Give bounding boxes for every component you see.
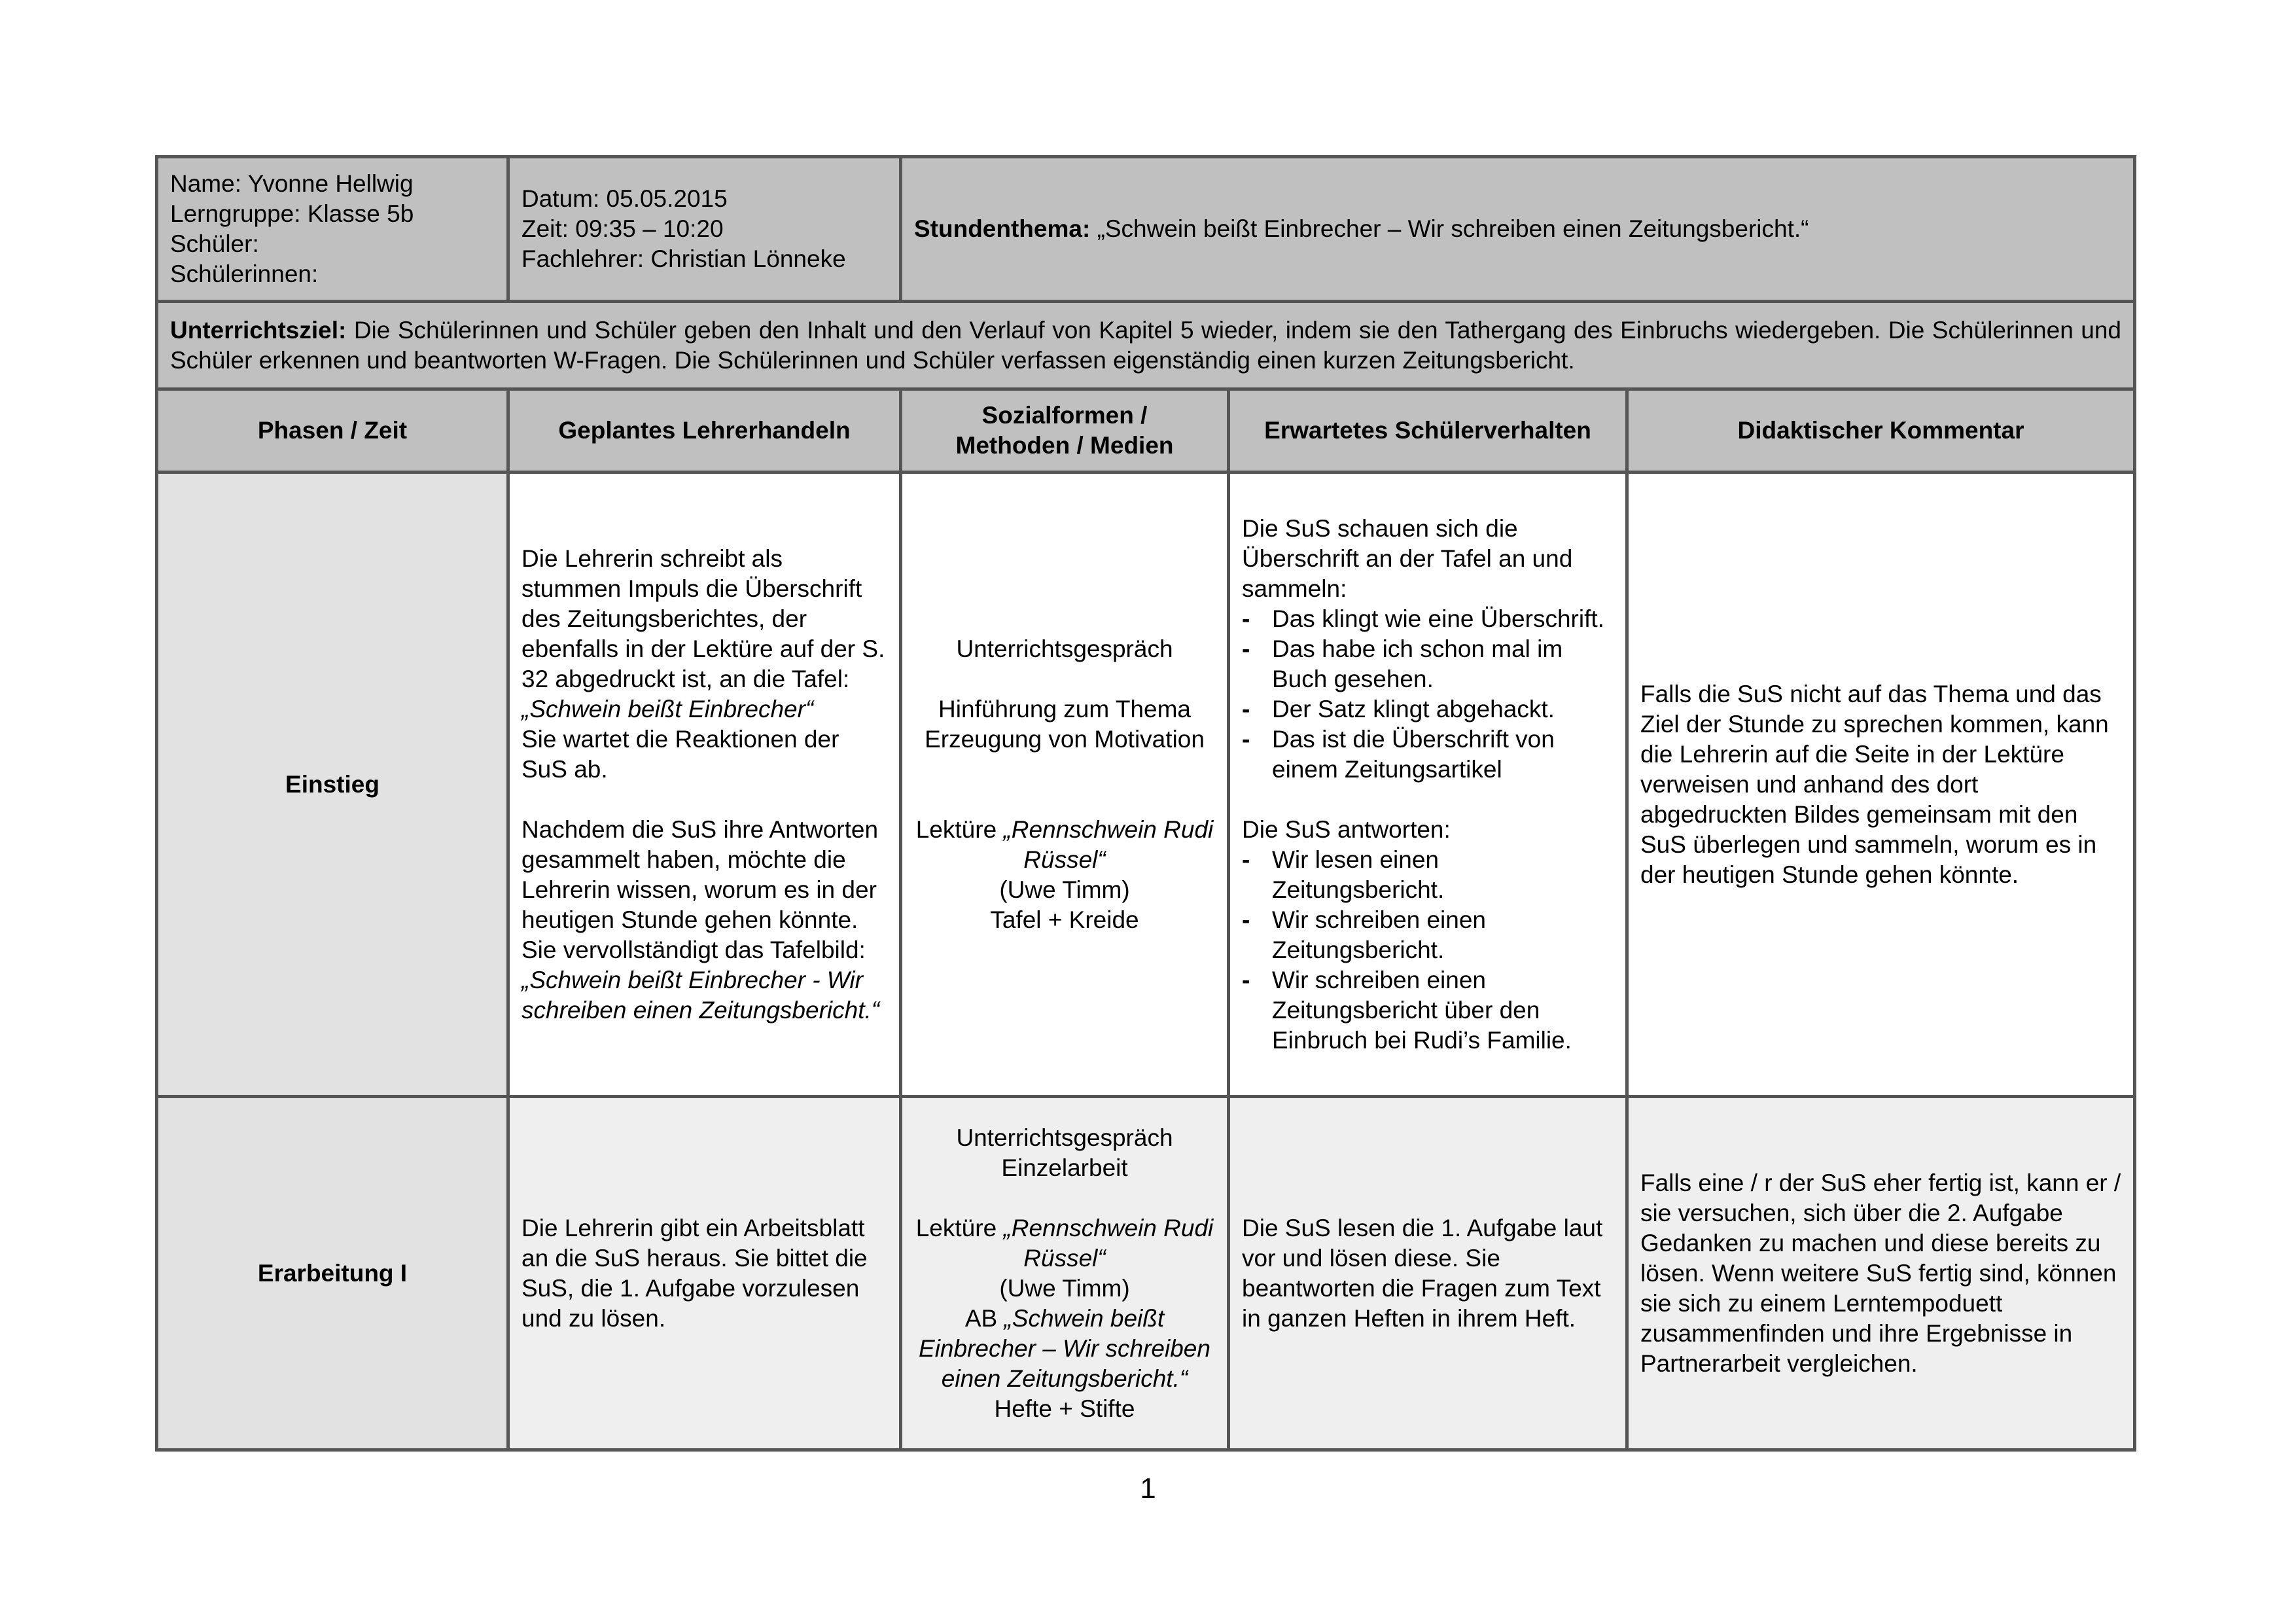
book-title: „Rennschwein Rudi Rüssel“ <box>1003 1214 1214 1272</box>
header-info-row <box>157 157 2135 302</box>
student-behavior-cell: Die SuS schauen sich die Überschrift an der Tafel an und sammeln: - Das klingt wie eine Überschrift. - Das habe ich schon mal im Buch gesehen. - Der Satz klingt abgehackt. - Das ist die Überschrift von einem Zeitungsartikel Die SuS antworten: - Wir lesen einen Zeitungsbericht. - Wir schreiben einen Zeitungsbericht. - Wir schreiben einen Zeitungsbericht über den Einbruch bei Rudi’s Familie. <box>1229 473 1627 1097</box>
worksheet-title: „Schwein beißt Einbrecher – Wir schreiben einen Zeitungsbericht.“ <box>919 1304 1210 1392</box>
column-header-row <box>157 389 2135 473</box>
lesson-meta-cell <box>508 157 901 302</box>
learning-group: Lerngruppe: Klasse 5b <box>170 200 414 227</box>
teacher-actions-cell: Die Lehrerin schreibt als stummen Impuls die Überschrift des Zeitungsberichtes, der ebenfalls in der Lektüre auf der S. 32 abgedruckt ist, an die Tafel: „Schwein beißt Einbrecher“ Sie wartet die Reaktionen der SuS ab. Nachdem die SuS ihre Antworten gesammelt haben, möchte die Lehrerin wissen, worum es in der heutigen Stunde gehen könnte. Sie vervollständigt das Tafelbild: „Schwein beißt Einbrecher - Wir schreiben einen Zeitungsbericht.“ <box>508 473 901 1097</box>
column-header-student-behavior: Erwartetes Schülerverhalten <box>1229 389 1627 473</box>
expected-answers-list <box>1242 604 1614 785</box>
column-header-didactic-comment: Didaktischer Kommentar <box>1627 389 2135 473</box>
didactic-comment-cell: Falls die SuS nicht auf das Thema und das Ziel der Stunde zu sprechen kommen, kann die Lehrerin auf die Seite in der Lektüre verweisen und anhand des dort abgedruckten Bildes gemeinsam mit den SuS überlegen und sammeln, worum es in der heutigen Stunde gehen könnte. <box>1627 473 2135 1097</box>
book-title: „Rennschwein Rudi Rüssel“ <box>1003 815 1214 873</box>
students-female-count: Schülerinnen: <box>170 260 319 287</box>
lesson-time: Zeit: 09:35 – 10:20 <box>521 215 724 242</box>
list-item: - Wir schreiben einen Zeitungsbericht. <box>1242 905 1614 965</box>
lesson-goal-row <box>157 302 2135 389</box>
phase-cell: Erarbeitung I <box>157 1097 508 1450</box>
teacher-info-cell <box>157 157 508 302</box>
list-item: - Wir lesen einen Zeitungsbericht. <box>1242 845 1614 905</box>
board-quote-complete: „Schwein beißt Einbrecher - Wir schreiben einen Zeitungsbericht.“ <box>521 966 880 1024</box>
lesson-topic-cell <box>901 157 2135 302</box>
students-male-count: Schüler: <box>170 230 259 257</box>
methods-cell: Unterrichtsgespräch Einzelarbeit Lektüre „Rennschwein Rudi Rüssel“ (Uwe Timm) AB „Schwein beißt Einbrecher – Wir schreiben einen Zeitungsbericht.“ Hefte + Stifte <box>901 1097 1229 1450</box>
teacher-actions-cell: Die Lehrerin gibt ein Arbeitsblatt an die SuS heraus. Sie bittet die SuS, die 1. Aufgabe vorzulesen und zu lösen. <box>508 1097 901 1450</box>
phase-cell: Einstieg <box>157 473 508 1097</box>
lesson-topic-value: „Schwein beißt Einbrecher – Wir schreiben einen Zeitungsbericht.“ <box>1090 215 1809 242</box>
lesson-plan-table <box>155 155 2136 1452</box>
list-item: - Das klingt wie eine Überschrift. <box>1242 604 1614 634</box>
expected-answers-list-2 <box>1242 845 1614 1056</box>
page-number: 1 <box>1140 1472 1156 1505</box>
lesson-goal-text: Die Schülerinnen und Schüler geben den Inhalt und den Verlauf von Kapitel 5 wieder, indem sie den Tathergang des Einbruchs wiedergeben. Die Schülerinnen und Schüler erkennen und beantworten W-Fragen. Die Schülerinnen und Schüler verfassen eigenständig einen kurzen Zeitungsbericht. <box>170 316 2121 374</box>
author-name: Name: Yvonne Hellwig <box>170 170 414 197</box>
column-header-methods: Sozialformen / Methoden / Medien <box>901 389 1229 473</box>
lesson-goal-label: Unterrichtsziel: <box>170 316 347 344</box>
table-row-erarbeitung-1 <box>157 1097 2135 1450</box>
didactic-comment-cell: Falls eine / r der SuS eher fertig ist, kann er / sie versuchen, sich über die 2. Aufgabe Gedanken zu machen und diese bereits zu lösen. Wenn weitere SuS fertig sind, können sie sich zu einem Lerntempoduett zusammenfinden und ihre Ergebnisse in Partnerarbeit vergleichen. <box>1627 1097 2135 1450</box>
subject-teacher: Fachlehrer: Christian Lönneke <box>521 245 846 272</box>
list-item: - Das habe ich schon mal im Buch gesehen. <box>1242 634 1614 694</box>
lesson-topic-label: Stundenthema: <box>914 215 1091 242</box>
column-header-teacher-actions: Geplantes Lehrerhandeln <box>508 389 901 473</box>
list-item: - Das ist die Überschrift von einem Zeitungsartikel <box>1242 724 1614 785</box>
list-item: - Der Satz klingt abgehackt. <box>1242 694 1614 724</box>
methods-cell: Unterrichtsgespräch Hinführung zum Thema Erzeugung von Motivation Lektüre „Rennschwein Rudi Rüssel“ (Uwe Timm) Tafel + Kreide <box>901 473 1229 1097</box>
lesson-date: Datum: 05.05.2015 <box>521 185 728 212</box>
table-row-einstieg <box>157 473 2135 1097</box>
column-header-phase: Phasen / Zeit <box>157 389 508 473</box>
lesson-goal-cell <box>157 302 2135 389</box>
list-item: - Wir schreiben einen Zeitungsbericht über den Einbruch bei Rudi’s Familie. <box>1242 965 1614 1056</box>
board-quote: „Schwein beißt Einbrecher“ <box>521 695 814 722</box>
student-behavior-cell: Die SuS lesen die 1. Aufgabe laut vor und lösen diese. Sie beantworten die Fragen zum Text in ganzen Heften in ihrem Heft. <box>1229 1097 1627 1450</box>
